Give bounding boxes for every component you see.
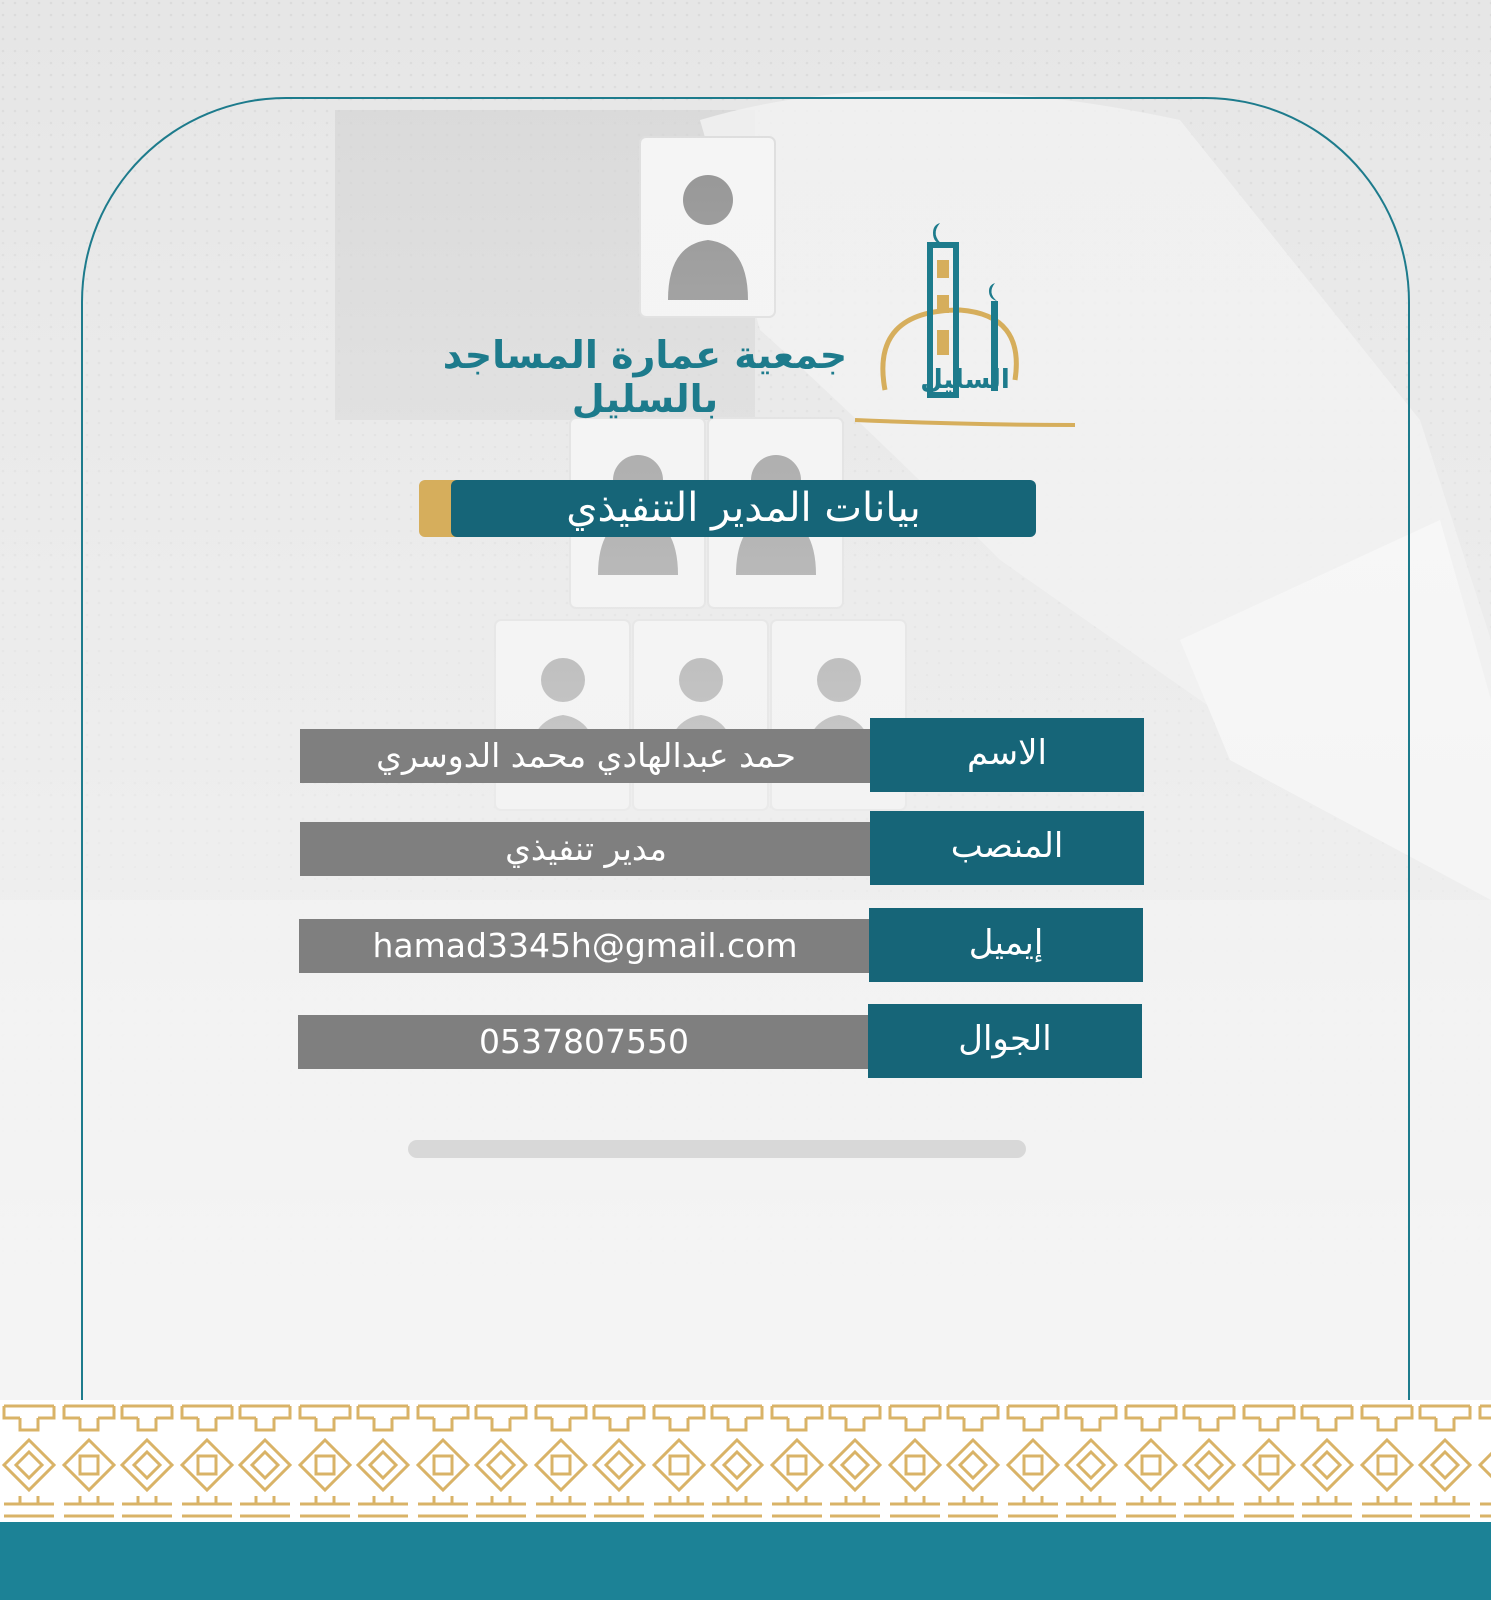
info-row-email <box>297 908 1143 982</box>
mobile-label: الجوال <box>868 1004 1142 1078</box>
position-label: المنصب <box>870 811 1144 885</box>
name-label: الاسم <box>870 718 1144 792</box>
info-row-mobile <box>296 1004 1142 1078</box>
organization-name: جمعية عمارة المساجد بالسليل <box>442 333 848 421</box>
name-value: حمد عبدالهادي محمد الدوسري <box>300 729 872 783</box>
geometric-pattern-border <box>0 1400 1491 1522</box>
email-value: hamad3345h@gmail.com <box>299 919 871 973</box>
organization-logo <box>415 215 1075 430</box>
info-row-position <box>298 811 1144 885</box>
title-banner <box>419 480 1036 537</box>
page-title: بيانات المدير التنفيذي <box>451 480 1036 537</box>
email-label: إيميل <box>869 908 1143 982</box>
info-row-name <box>298 718 1144 792</box>
logo-wordmark: السليل <box>920 365 1010 395</box>
position-value: مدير تنفيذي <box>300 822 872 876</box>
mobile-value: 0537807550 <box>298 1015 870 1069</box>
decorative-line <box>408 1140 1026 1158</box>
footer-bar <box>0 1522 1491 1600</box>
